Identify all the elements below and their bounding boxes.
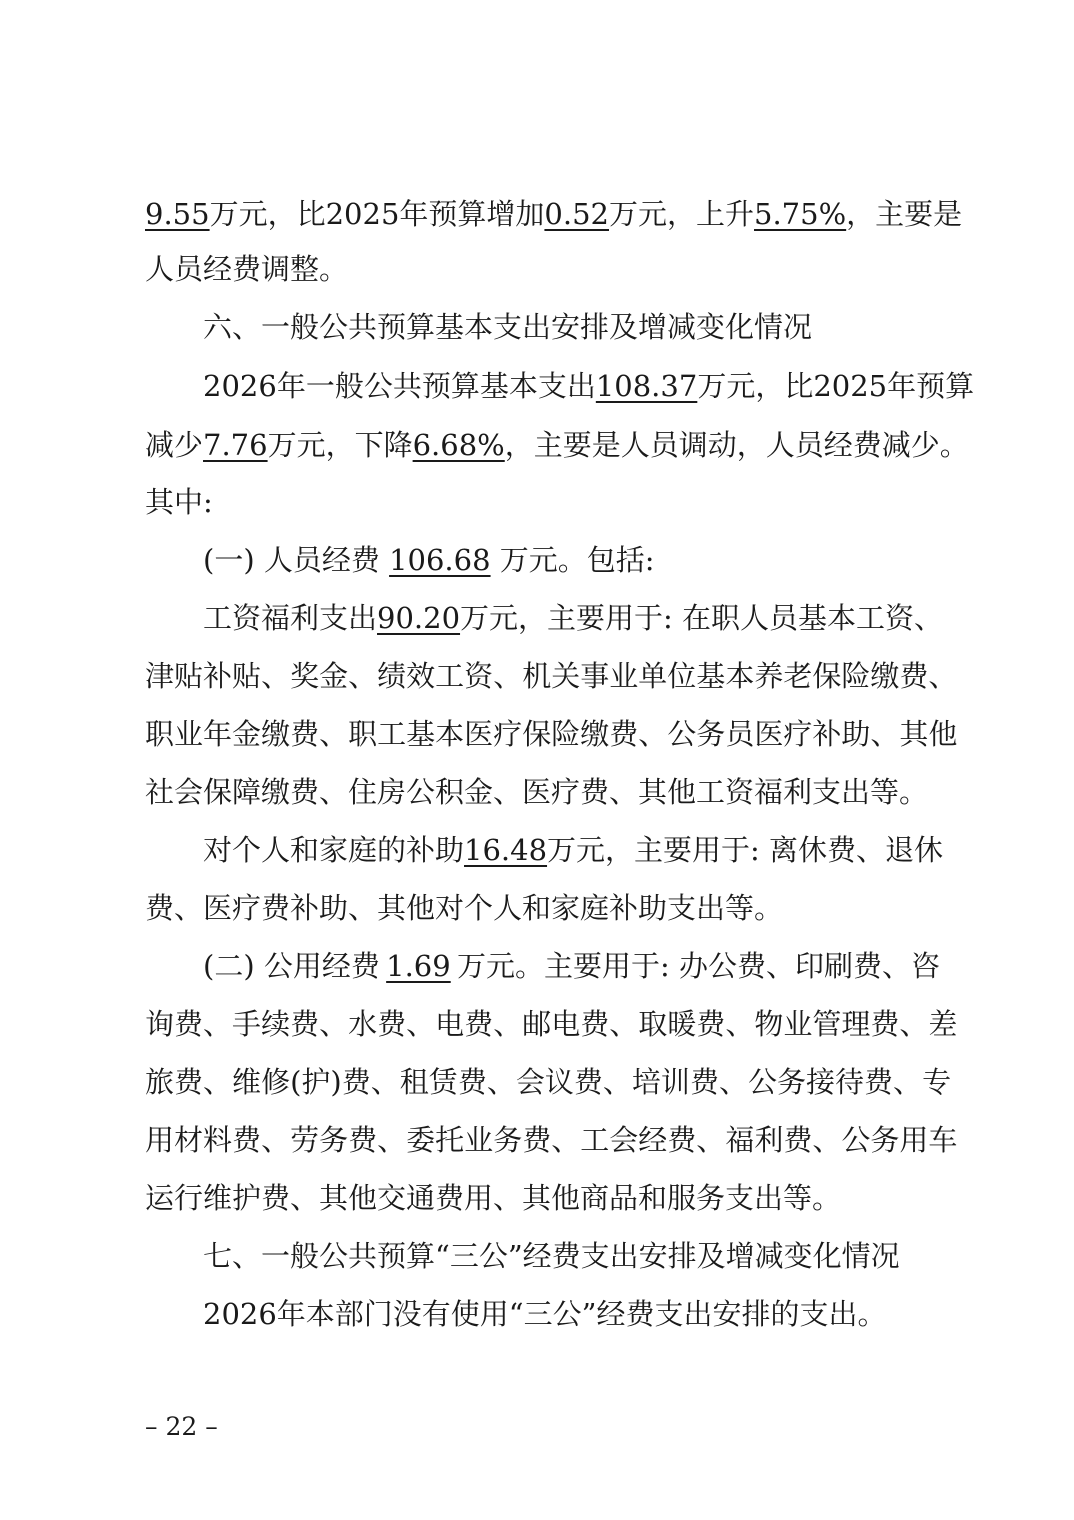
section-heading-7: 七、一般公共预算“三公”经费支出安排及增减变化情况 — [203, 1239, 900, 1273]
glyph: 训 — [660, 1065, 690, 1099]
text-span: 年预算 — [887, 369, 975, 403]
glyph: 本 — [435, 717, 465, 751]
glyph: 务 — [696, 717, 726, 751]
glyph: 费 — [377, 1007, 407, 1041]
glyph: 水 — [348, 1007, 378, 1041]
glyph: 贴 — [232, 659, 262, 693]
text-span: 万元，下降 — [267, 428, 413, 462]
paragraph-line: 2026年本部门没有使用“三公”经费支出安排的支出。 — [203, 1297, 887, 1331]
amount-value: 90.20 — [377, 601, 461, 635]
glyph: 费 — [290, 1007, 320, 1041]
glyph: 、 — [203, 1065, 233, 1099]
glyph: 培 — [631, 1065, 661, 1099]
percent-value: 6.68% — [412, 428, 505, 462]
glyph: 关 — [551, 659, 581, 693]
glyph: 询 — [145, 1007, 175, 1041]
paragraph-line — [203, 365, 975, 407]
paragraph-line — [145, 655, 958, 697]
glyph: 员 — [725, 717, 755, 751]
glyph: 费 — [870, 1007, 900, 1041]
glyph: 费 — [348, 1123, 378, 1157]
glyph: 、 — [638, 717, 668, 751]
glyph: 、 — [203, 1007, 233, 1041]
glyph: 会 — [515, 1065, 545, 1099]
paragraph-line — [145, 424, 969, 466]
glyph: 赁 — [428, 1065, 458, 1099]
glyph: 工 — [580, 1123, 610, 1157]
glyph: 费 — [522, 1123, 552, 1157]
glyph: 缴 — [261, 717, 291, 751]
paragraph-line — [145, 1061, 952, 1103]
glyph: 、 — [602, 1065, 632, 1099]
amount-value: 106.68 — [389, 543, 491, 577]
paragraph-line: 费、医疗费补助、其他对个人和家庭补助支出等。 — [145, 891, 784, 925]
text-span: 万元。包括: — [499, 543, 655, 577]
glyph: 机 — [522, 659, 552, 693]
glyph: 、 — [261, 1123, 291, 1157]
glyph: 事 — [580, 659, 610, 693]
glyph: 、 — [899, 1007, 929, 1041]
glyph: 电 — [435, 1007, 465, 1041]
glyph: 贴 — [174, 659, 204, 693]
glyph: 金 — [319, 659, 349, 693]
year-text: 2025 — [325, 197, 400, 231]
glyph: 、 — [928, 659, 958, 693]
glyph: 工 — [377, 717, 407, 751]
section-heading-6: 六、一般公共预算基本支出安排及增减变化情况 — [203, 310, 813, 344]
paragraph-line: 人员经费调整。 — [145, 252, 349, 286]
glyph: 费 — [174, 1065, 204, 1099]
glyph: 费 — [689, 1065, 719, 1099]
glyph: 基 — [696, 659, 726, 693]
glyph: 物 — [754, 1007, 784, 1041]
glyph: 业 — [609, 659, 639, 693]
glyph: 理 — [841, 1007, 871, 1041]
text-span: 万元。主要用于: 办公费、印刷费、咨 — [457, 949, 940, 983]
glyph: 险 — [551, 717, 581, 751]
glyph: 补 — [203, 659, 233, 693]
text-span: 万元，主要用于: 离休费、退休 — [547, 833, 944, 867]
glyph: 费 — [174, 1007, 204, 1041]
glyph: 费 — [580, 1007, 610, 1041]
glyph: 托 — [435, 1123, 465, 1157]
glyph: ( — [290, 1065, 302, 1099]
glyph: 劳 — [290, 1123, 320, 1157]
glyph: 会 — [609, 1123, 639, 1157]
glyph: 位 — [667, 659, 697, 693]
glyph: 、 — [725, 1007, 755, 1041]
subsection-public — [203, 945, 940, 987]
glyph: 管 — [812, 1007, 842, 1041]
text-span: (一) 人员经费 — [203, 543, 380, 577]
glyph: 业 — [783, 1007, 813, 1041]
glyph: 差 — [928, 1007, 958, 1041]
glyph: 保 — [522, 717, 552, 751]
glyph: ) — [330, 1065, 342, 1099]
percent-value: 5.75% — [754, 197, 847, 231]
glyph: 工 — [435, 659, 465, 693]
glyph: 旅 — [145, 1065, 175, 1099]
subsection-personnel — [203, 539, 940, 581]
glyph: 、 — [812, 1123, 842, 1157]
glyph: 用 — [145, 1123, 175, 1157]
amount-value: 16.48 — [464, 833, 548, 867]
glyph: 公 — [841, 1123, 871, 1157]
glyph: 费 — [573, 1065, 603, 1099]
glyph: 费 — [696, 1007, 726, 1041]
glyph: 公 — [667, 717, 697, 751]
glyph: 专 — [922, 1065, 952, 1099]
glyph: 料 — [203, 1123, 233, 1157]
text-span: 万元，比 — [697, 369, 814, 403]
glyph: 费 — [341, 1065, 371, 1099]
glyph: 接 — [806, 1065, 836, 1099]
amount-value: 1.69 — [386, 949, 451, 983]
text-span: ，主要是 — [846, 197, 963, 231]
glyph: 医 — [464, 717, 494, 751]
glyph: 、 — [486, 1065, 516, 1099]
text-span: 年预算增加 — [399, 197, 545, 231]
glyph: 养 — [754, 659, 784, 693]
glyph: 效 — [406, 659, 436, 693]
glyph: 、 — [551, 1123, 581, 1157]
glyph: 经 — [638, 1123, 668, 1157]
glyph: 业 — [174, 717, 204, 751]
glyph: 费 — [783, 1123, 813, 1157]
glyph: 议 — [544, 1065, 574, 1099]
amount-value: 108.37 — [595, 369, 698, 403]
glyph: 务 — [493, 1123, 523, 1157]
glyph: 务 — [870, 1123, 900, 1157]
glyph: 委 — [406, 1123, 436, 1157]
amount-value: 7.76 — [203, 428, 268, 462]
text-span: 工资福利支出 — [203, 601, 378, 635]
glyph: 缴 — [580, 717, 610, 751]
glyph: 单 — [638, 659, 668, 693]
glyph: 修 — [261, 1065, 291, 1099]
glyph: 租 — [399, 1065, 429, 1099]
glyph: 年 — [203, 717, 233, 751]
paragraph-line — [145, 193, 963, 235]
glyph: 险 — [841, 659, 871, 693]
text-span: 万元，上升 — [609, 197, 755, 231]
glyph: 待 — [835, 1065, 865, 1099]
glyph: 护 — [301, 1065, 331, 1099]
glyph: 本 — [725, 659, 755, 693]
text-span: (二) 公用经费 — [203, 949, 380, 983]
page-number: – 22 – — [145, 1412, 218, 1441]
glyph: 、 — [870, 717, 900, 751]
paragraph-line — [145, 1119, 958, 1161]
paragraph-line: 社会保障缴费、住房公积金、医疗费、其他工资福利支出等。 — [145, 775, 929, 809]
glyph: 职 — [348, 717, 378, 751]
amount-value: 9.55 — [145, 197, 210, 231]
glyph: 公 — [747, 1065, 777, 1099]
glyph: 用 — [899, 1123, 929, 1157]
glyph: 车 — [928, 1123, 958, 1157]
glyph: 、 — [893, 1065, 923, 1099]
glyph: 费 — [464, 1007, 494, 1041]
text-span: 减少 — [145, 428, 204, 462]
glyph: 疗 — [493, 717, 523, 751]
year-text: 2025 — [813, 369, 888, 403]
glyph: 医 — [754, 717, 784, 751]
text-span: 年一般公共预算基本支出 — [276, 369, 596, 403]
glyph: 、 — [370, 1065, 400, 1099]
glyph: 、 — [319, 1007, 349, 1041]
glyph: 费 — [457, 1065, 487, 1099]
glyph: 、 — [319, 717, 349, 751]
paragraph-line — [203, 829, 944, 871]
glyph: 务 — [776, 1065, 806, 1099]
paragraph-line: 其中: — [145, 485, 213, 519]
glyph: 资 — [464, 659, 494, 693]
glyph: 电 — [551, 1007, 581, 1041]
glyph: 福 — [725, 1123, 755, 1157]
glyph: 、 — [377, 1123, 407, 1157]
glyph: 老 — [783, 659, 813, 693]
glyph: 补 — [812, 717, 842, 751]
glyph: 基 — [406, 717, 436, 751]
glyph: 续 — [261, 1007, 291, 1041]
glyph: 务 — [319, 1123, 349, 1157]
text-span: 对个人和家庭的补助 — [203, 833, 465, 867]
amount-value: 0.52 — [544, 197, 609, 231]
glyph: 材 — [174, 1123, 204, 1157]
glyph: 、 — [493, 659, 523, 693]
year-text: 2026 — [203, 369, 277, 403]
glyph: 职 — [145, 717, 175, 751]
glyph: 他 — [928, 717, 958, 751]
glyph: 业 — [464, 1123, 494, 1157]
paragraph-line: 运行维护费、其他交通费用、其他商品和服务支出等。 — [145, 1181, 842, 1215]
glyph: 费 — [232, 1123, 262, 1157]
glyph: 其 — [899, 717, 929, 751]
glyph: 费 — [864, 1065, 894, 1099]
paragraph-line — [203, 597, 944, 639]
glyph: 、 — [348, 659, 378, 693]
glyph: 费 — [290, 717, 320, 751]
glyph: 手 — [232, 1007, 262, 1041]
glyph: 、 — [696, 1123, 726, 1157]
glyph: 绩 — [377, 659, 407, 693]
glyph: 缴 — [870, 659, 900, 693]
glyph: 、 — [493, 1007, 523, 1041]
paragraph-line — [145, 713, 958, 755]
glyph: 维 — [232, 1065, 262, 1099]
glyph: 暖 — [667, 1007, 697, 1041]
glyph: 、 — [718, 1065, 748, 1099]
glyph: 保 — [812, 659, 842, 693]
glyph: 费 — [609, 717, 639, 751]
glyph: 金 — [232, 717, 262, 751]
glyph: 助 — [841, 717, 871, 751]
text-span: ，主要是人员调动，人员经费减少。 — [504, 428, 969, 462]
glyph: 费 — [667, 1123, 697, 1157]
text-span: 万元，比 — [209, 197, 326, 231]
glyph: 利 — [754, 1123, 784, 1157]
glyph: 奖 — [290, 659, 320, 693]
glyph: 取 — [638, 1007, 668, 1041]
glyph: 、 — [406, 1007, 436, 1041]
text-span: 万元，主要用于: 在职人员基本工资、 — [460, 601, 944, 635]
glyph: 费 — [899, 659, 929, 693]
glyph: 邮 — [522, 1007, 552, 1041]
glyph: 津 — [145, 659, 175, 693]
glyph: 、 — [261, 659, 291, 693]
glyph: 、 — [609, 1007, 639, 1041]
glyph: 疗 — [783, 717, 813, 751]
paragraph-line — [145, 1003, 958, 1045]
